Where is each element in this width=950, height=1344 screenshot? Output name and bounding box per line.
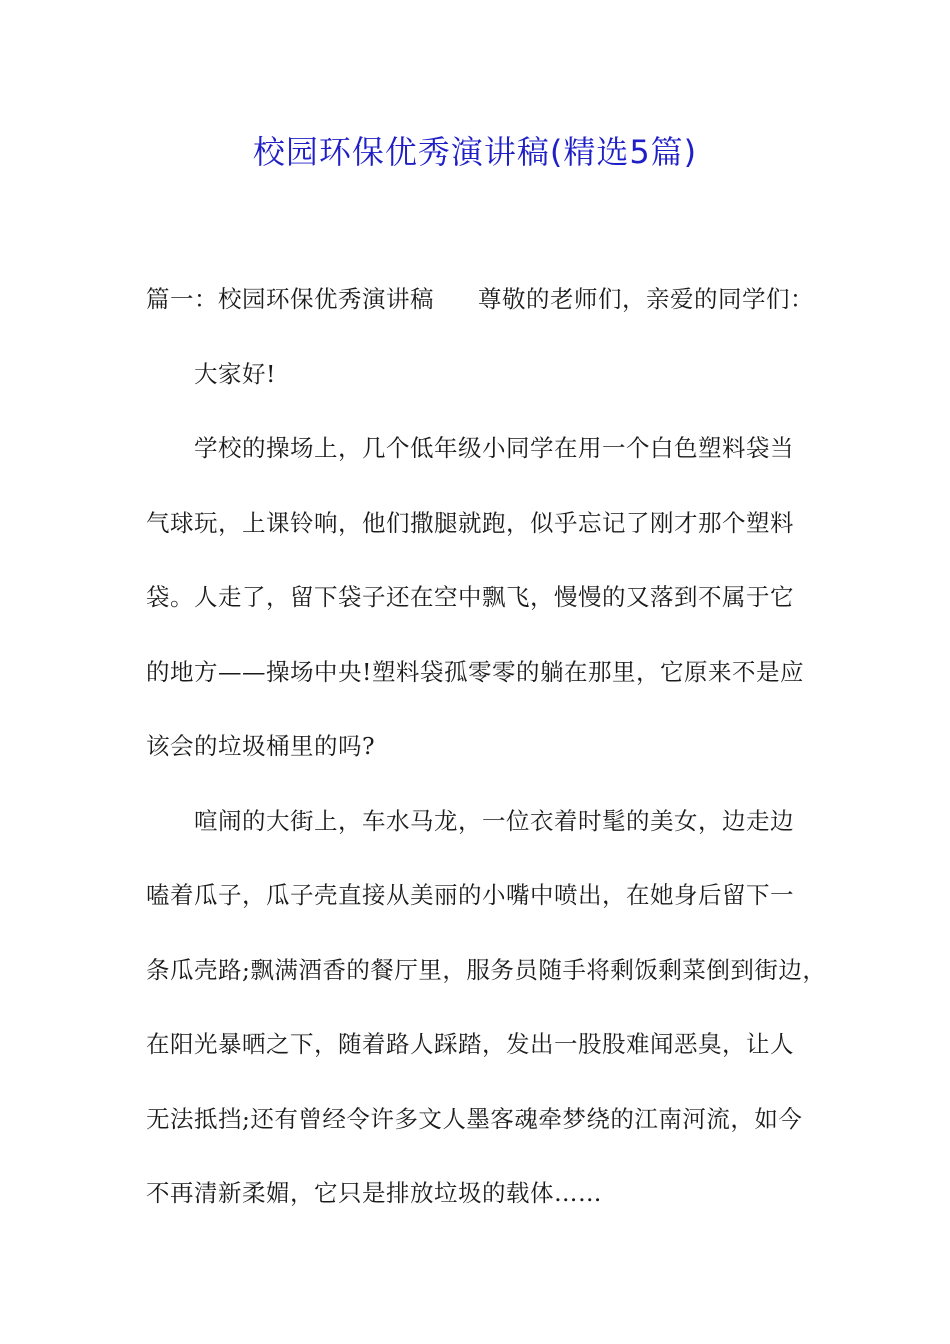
- paragraph-line: 在阳光暴晒之下，随着路人踩踏，发出一股股难闻恶臭，让人: [146, 1030, 794, 1058]
- heading-line: [146, 262, 816, 337]
- paragraph-line: 嗑着瓜子，瓜子壳直接从美丽的小嘴中喷出，在她身后留下一: [146, 881, 794, 909]
- salutation: 尊敬的老师们，亲爱的同学们：: [478, 285, 814, 313]
- paragraph-line: 不再清新柔媚，它只是排放垃圾的载体……: [146, 1179, 602, 1207]
- paragraph-line: 的地方——操场中央!塑料袋孤零零的躺在那里，它原来不是应: [146, 657, 804, 686]
- paragraph-line: 气球玩，上课铃响，他们撒腿就跑，似乎忘记了刚才那个塑料: [146, 508, 794, 537]
- document-title: 校园环保优秀演讲稿(精选5篇): [252, 133, 698, 171]
- paragraph-line: 该会的垃圾桶里的吗?: [146, 732, 376, 760]
- paragraph-line: 条瓜壳路;飘满酒香的餐厅里，服务员随手将剩饭剩菜倒到街边，: [146, 955, 827, 984]
- paragraph-line: 喧闹的大街上，车水马龙，一位衣着时髦的美女，边走边: [194, 806, 794, 835]
- paragraph-line: 无法抵挡;还有曾经令许多文人墨客魂牵梦绕的江南河流，如今: [146, 1104, 803, 1133]
- section-heading: 篇一：校园环保优秀演讲稿: [146, 285, 434, 313]
- paragraph-line: 袋。人走了，留下袋子还在空中飘飞，慢慢的又落到不属于它: [146, 583, 794, 611]
- paragraph-line: 学校的操场上，几个低年级小同学在用一个白色塑料袋当: [194, 434, 794, 462]
- paragraph-line: 大家好!: [194, 359, 276, 388]
- document-body: [146, 262, 827, 1231]
